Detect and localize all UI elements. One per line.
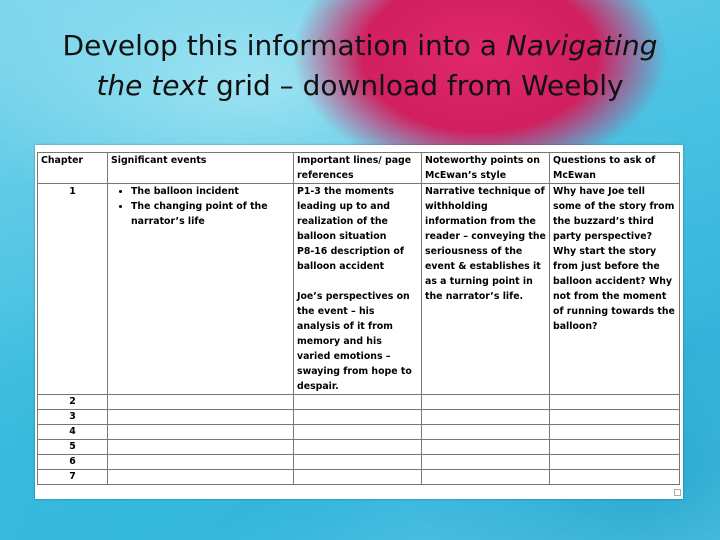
question-text-1: Why have Joe tell some of the story from the buzzard’s third party perspective? — [553, 186, 675, 242]
title-text-prefix: Develop this information into a — [62, 29, 506, 62]
table-row — [38, 470, 680, 485]
header-style-points: Noteworthy points on McEwan’s style — [422, 153, 550, 184]
chapter-cell: 5 — [38, 440, 108, 455]
chapter-cell: 4 — [38, 425, 108, 440]
chapter-cell: 3 — [38, 410, 108, 425]
chapter-cell: 7 — [38, 470, 108, 485]
chapter-cell: 2 — [38, 395, 108, 410]
chapter-cell: 1 — [38, 184, 108, 395]
lines-text-3: Joe’s perspectives on the event – his analysis of it from memory and his varied emotions – swaying from hope to despair. — [297, 291, 412, 392]
title-italic-navigating: Navigating — [505, 29, 658, 62]
header-row — [38, 153, 680, 184]
lines-text-1: P1-3 the moments leading up to and realization of the balloon situation — [297, 186, 394, 242]
table-row — [38, 440, 680, 455]
style-cell: Narrative technique of withholding information from the reader – conveying the seriousness of the event & establishes it as a turning point in the narrator’s life. — [422, 184, 550, 395]
header-questions: Questions to ask of McEwan — [550, 153, 680, 184]
events-cell — [108, 184, 294, 395]
lines-text-2: P8-16 description of balloon accident — [297, 246, 404, 272]
resize-handle — [674, 489, 681, 496]
navigating-text-grid — [37, 152, 680, 485]
lines-cell — [294, 184, 422, 395]
title-italic-the-text: the text — [96, 69, 208, 102]
question-text-2: Why start the story from just before the balloon accident? Why not from the moment of running towards the balloon? — [553, 246, 675, 332]
questions-cell — [550, 184, 680, 395]
table-row — [38, 425, 680, 440]
title-text-suffix: grid – download from Weebly — [207, 69, 624, 102]
list-item: • The changing point of the narrator’s life — [131, 199, 290, 229]
document-image — [35, 145, 683, 499]
list-item: • The balloon incident — [131, 184, 290, 199]
table-row — [38, 184, 680, 395]
chapter-cell: 6 — [38, 455, 108, 470]
table-row — [38, 410, 680, 425]
header-important-lines: Important lines/ page references — [294, 153, 422, 184]
table-row — [38, 455, 680, 470]
header-chapter: Chapter — [38, 153, 108, 184]
table-row — [38, 395, 680, 410]
slide-title — [0, 26, 720, 106]
header-significant-events: Significant events — [108, 153, 294, 184]
